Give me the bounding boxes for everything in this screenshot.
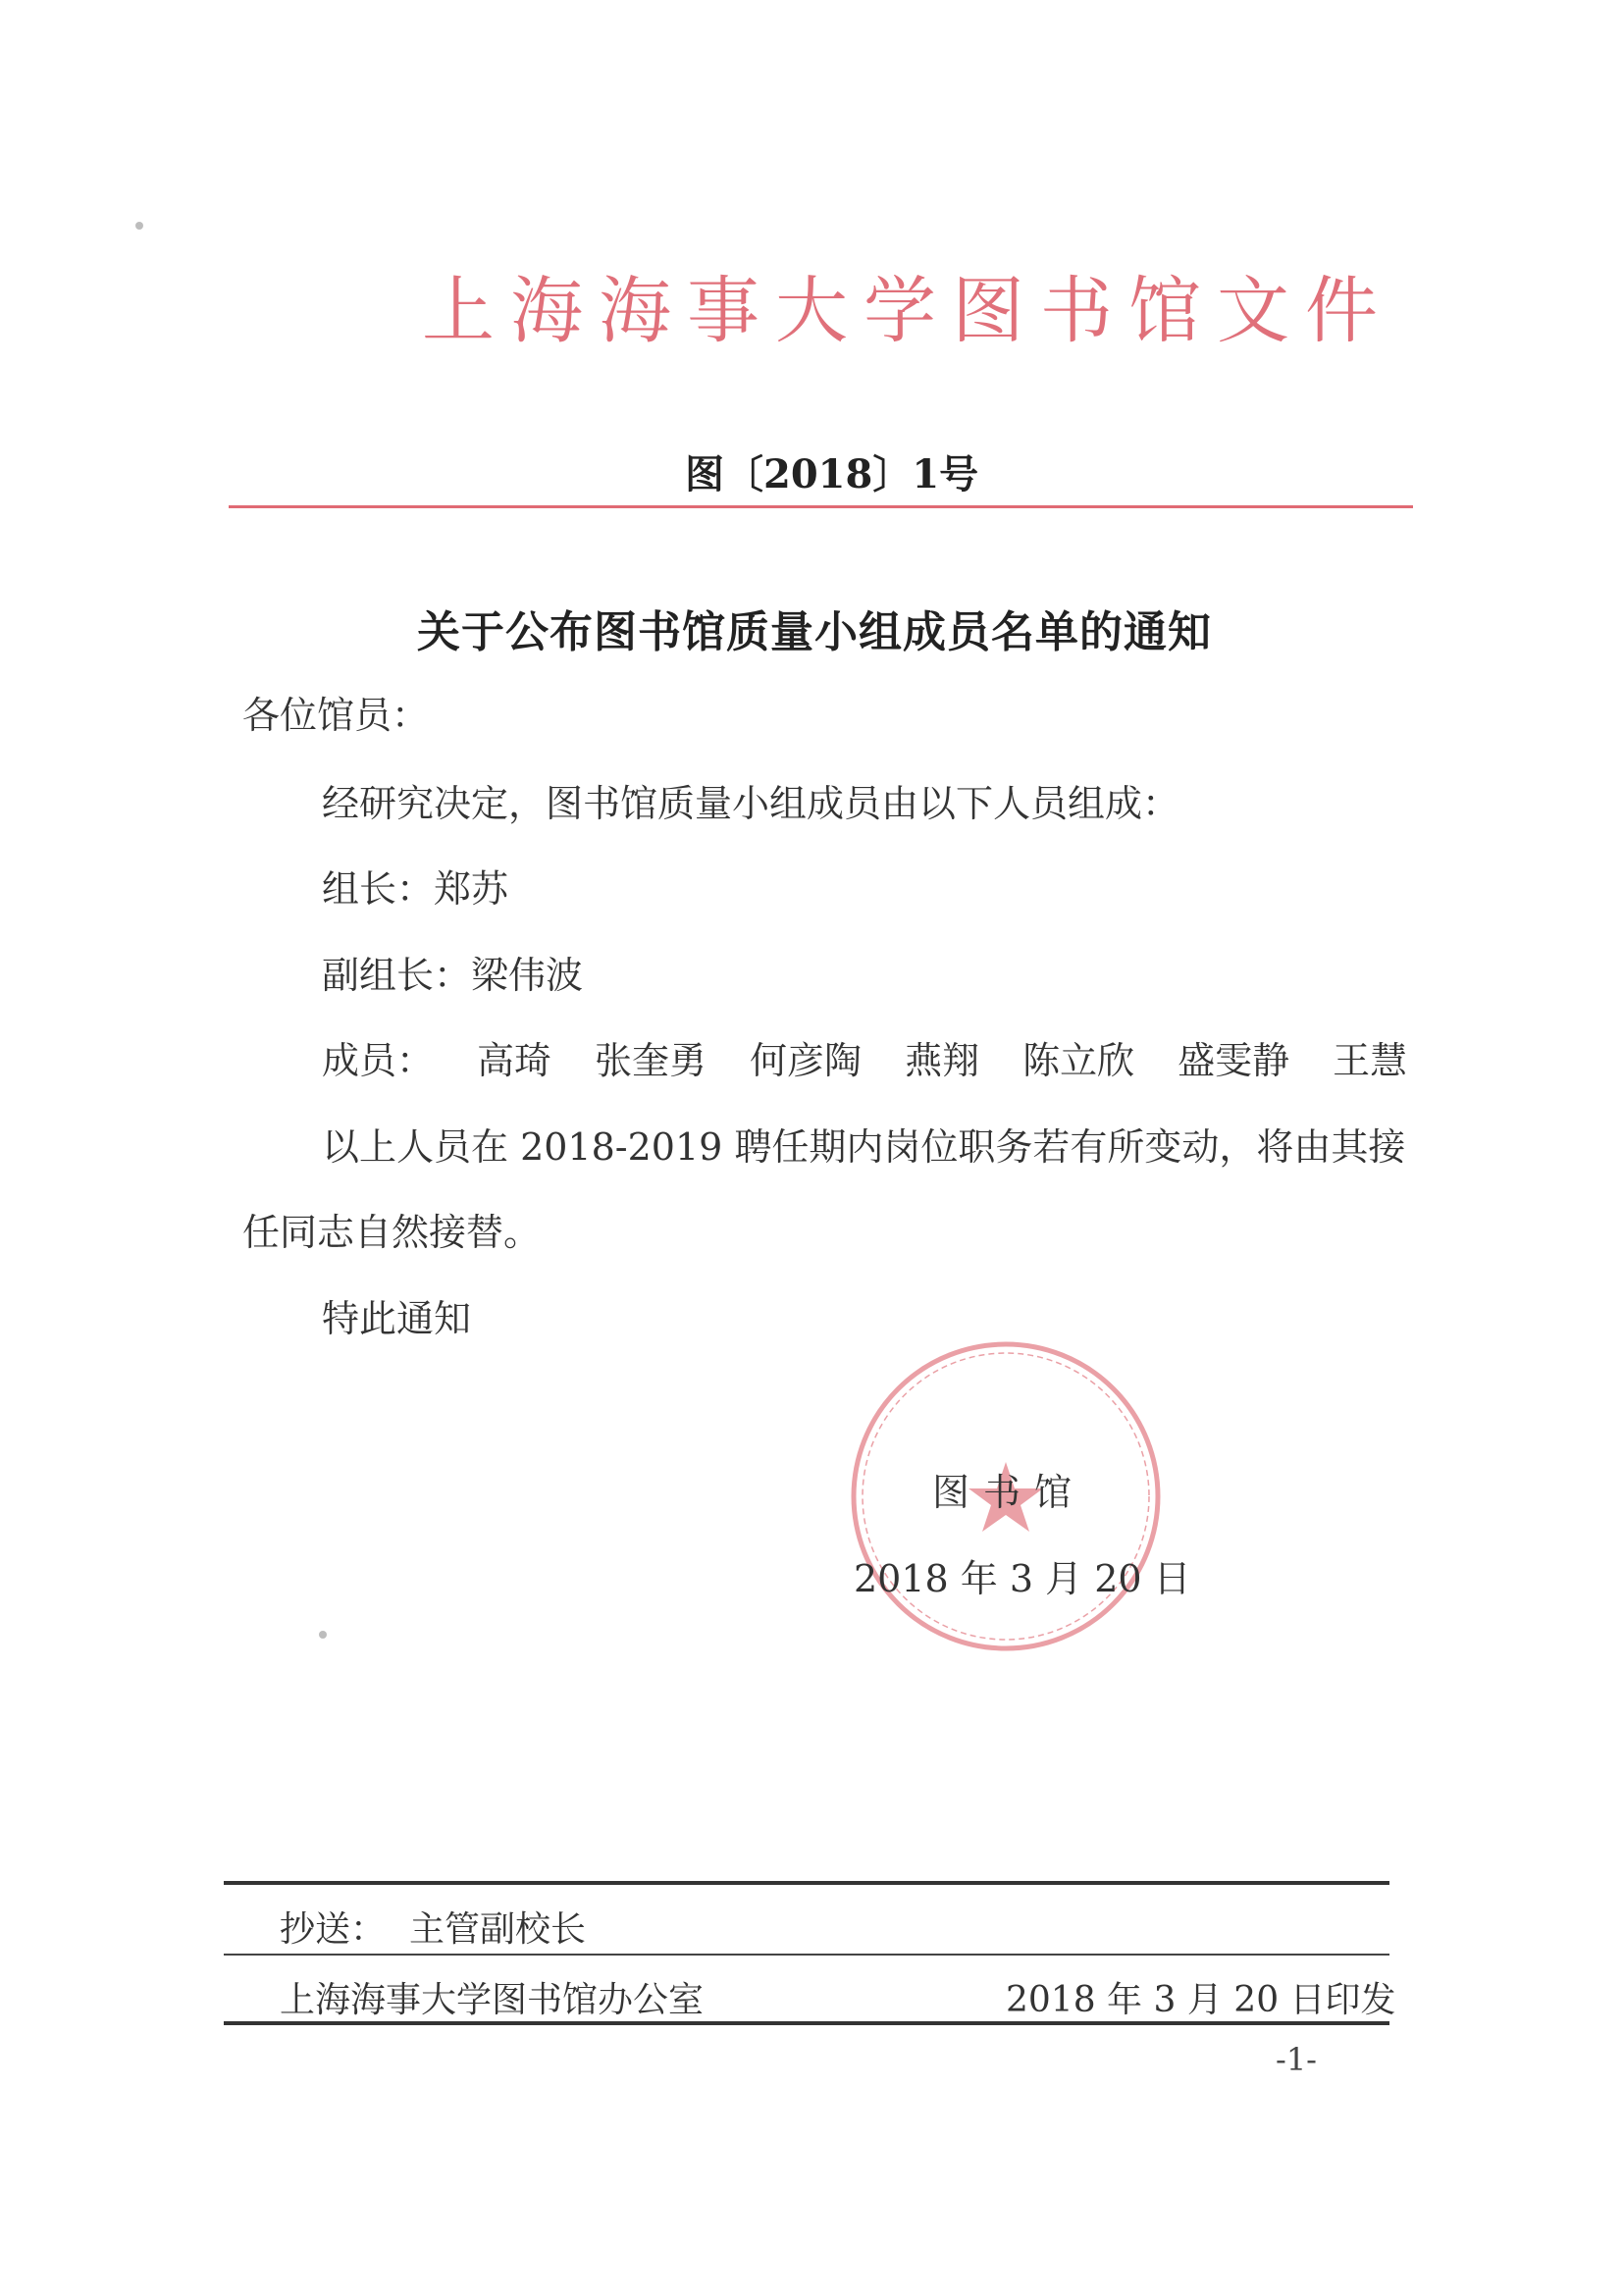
scan-speck bbox=[135, 222, 143, 230]
member-name: 王慧 bbox=[1333, 1039, 1408, 1082]
issuing-office: 上海海事大学图书馆办公室 bbox=[280, 1980, 705, 2020]
page-number: -1- bbox=[1276, 2041, 1317, 2078]
deputy-leader: 副组长：梁伟波 bbox=[322, 954, 584, 997]
members-label: 成员： bbox=[322, 1039, 435, 1082]
member-name: 高琦 bbox=[477, 1039, 552, 1082]
group-leader: 组长：郑苏 bbox=[322, 867, 509, 911]
member-name: 何彦陶 bbox=[750, 1039, 863, 1082]
intro-paragraph: 经研究决定，图书馆质量小组成员由以下人员组成： bbox=[322, 782, 1180, 825]
issue-date: 2018 年 3 月 20 日印发 bbox=[1006, 1980, 1396, 2020]
signature-date: 2018 年 3 月 20 日 bbox=[854, 1557, 1191, 1600]
cc-line bbox=[280, 1902, 586, 1952]
document-number: 图〔2018〕1号 bbox=[685, 451, 979, 497]
change-paragraph-line-2: 任同志自然接替。 bbox=[242, 1211, 542, 1254]
signature-organization: 图书馆 bbox=[932, 1471, 1086, 1514]
member-name: 燕翔 bbox=[905, 1039, 980, 1082]
notice-title: 关于公布图书馆质量小组成员名单的通知 bbox=[417, 607, 1212, 657]
closing-text: 特此通知 bbox=[322, 1297, 472, 1340]
members-line bbox=[322, 1030, 1407, 1084]
header-divider bbox=[229, 505, 1413, 508]
footer-rule-middle bbox=[224, 1954, 1389, 1956]
footer-rule-top bbox=[224, 1881, 1389, 1885]
member-name: 盛雯静 bbox=[1178, 1039, 1290, 1082]
member-name: 陈立欣 bbox=[1022, 1039, 1135, 1082]
change-paragraph-line-1: 以上人员在 2018-2019 聘任期内岗位职务若有所变动，将由其接 bbox=[322, 1125, 1406, 1169]
cc-recipient: 主管副校长 bbox=[409, 1909, 587, 1950]
cc-label: 抄送： bbox=[280, 1909, 387, 1950]
scan-speck bbox=[319, 1631, 327, 1639]
document-header-title: 上海海事大学图书馆文件 bbox=[422, 269, 1393, 353]
salutation: 各位馆员： bbox=[242, 694, 430, 737]
member-name: 张奎勇 bbox=[595, 1039, 707, 1082]
footer-rule-bottom bbox=[224, 2021, 1389, 2025]
